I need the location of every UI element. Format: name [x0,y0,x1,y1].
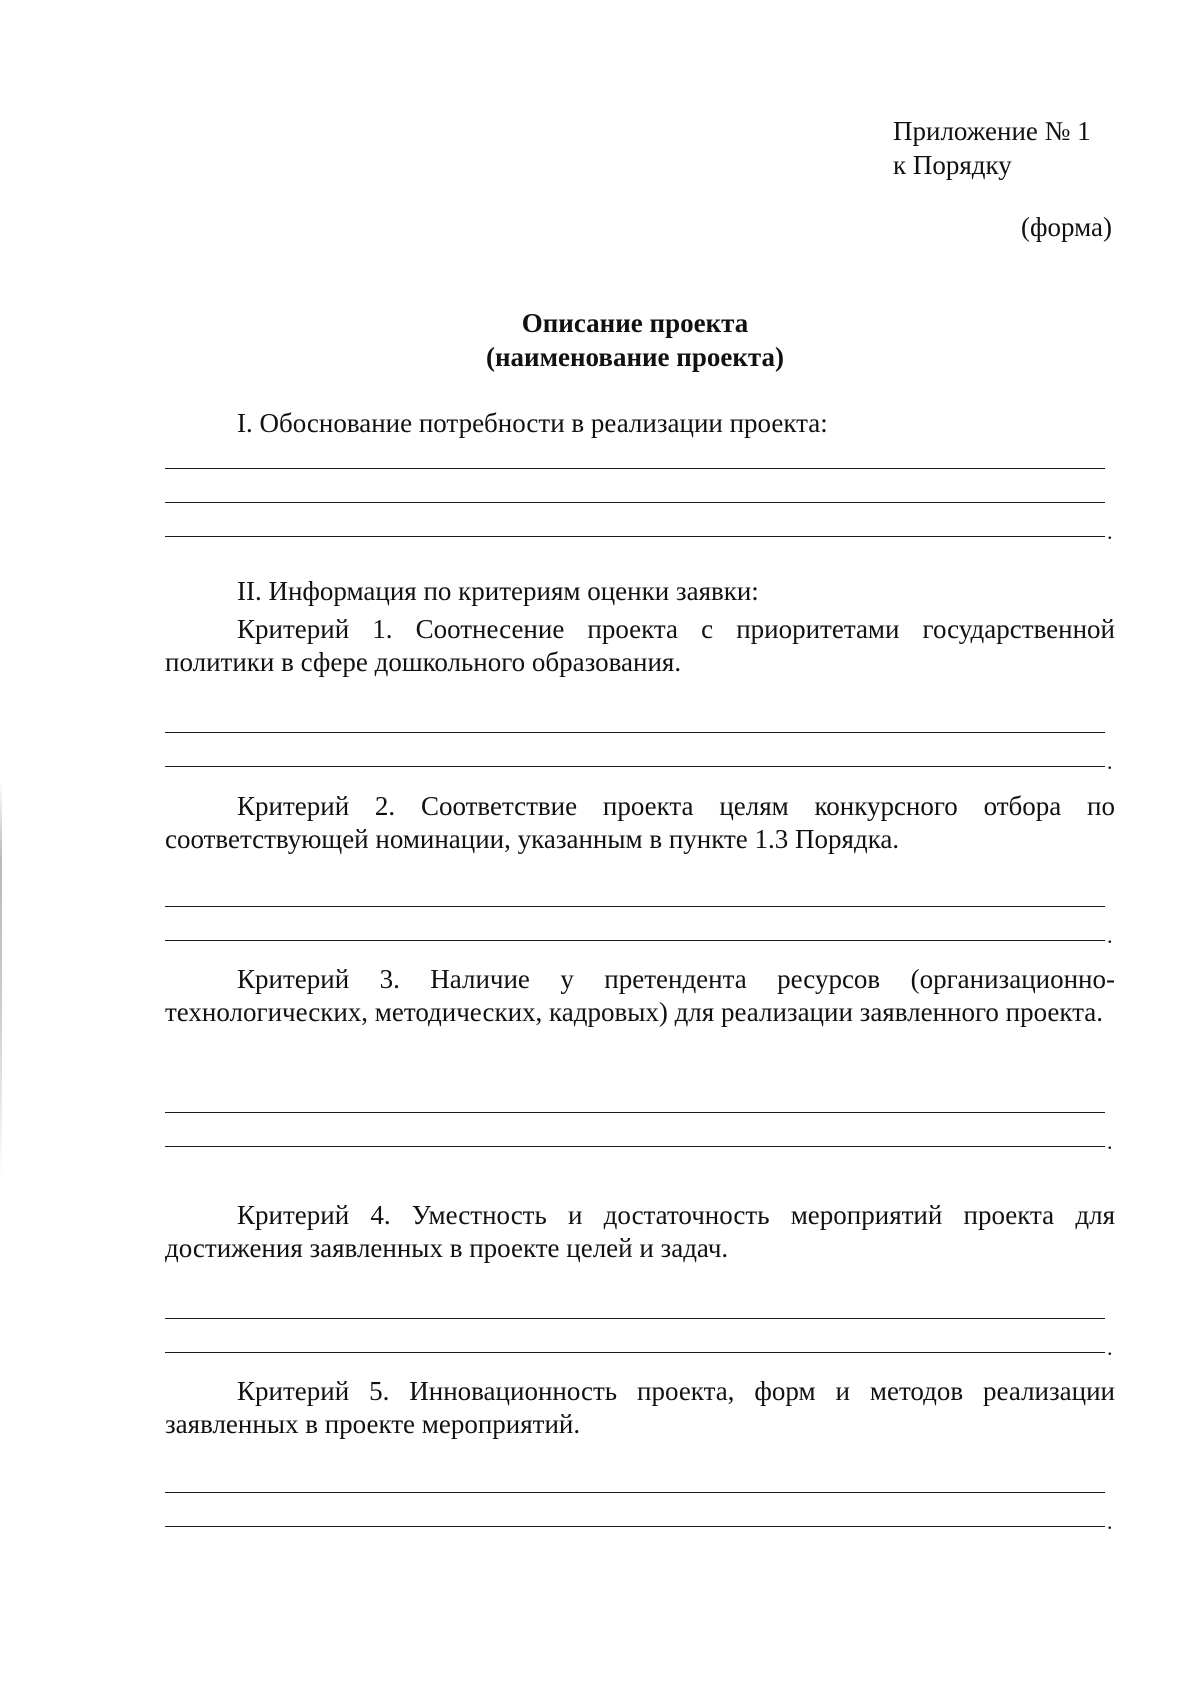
section-1-heading: I. Обоснование потребности в реализации проекта: [237,408,828,438]
line-end-period: . [1107,1509,1113,1534]
fill-line[interactable] [165,1318,1105,1319]
criterion-4-text: Критерий 4. Уместность и достаточность мероприятий проекта для достижения заявленных в проекте целей и задач. [165,1200,1115,1263]
line-end-period: . [1107,923,1113,948]
appendix-reference: к Порядку [893,150,1012,180]
fill-line[interactable] [165,1526,1105,1527]
line-end-period: . [1107,519,1113,544]
fill-line[interactable] [165,536,1105,537]
title-subtitle: (наименование проекта) [486,342,784,372]
line-end-period: . [1107,1129,1113,1154]
fill-line[interactable] [165,732,1105,733]
fill-line[interactable] [165,468,1105,469]
criterion-3-text: Критерий 3. Наличие у претендента ресурсов (организационно-технологических, методических, кадровых) для реализации заявленного проекта. [165,964,1115,1027]
fill-line[interactable] [165,1146,1105,1147]
line-end-period: . [1107,749,1113,774]
section-2-heading: II. Информация по критериям оценки заявки: [237,576,759,606]
title-main: Описание проекта [521,308,749,338]
fill-line[interactable] [165,906,1105,907]
document-title [0,306,1200,374]
criterion-5-text: Критерий 5. Инновационность проекта, форм и методов реализации заявленных в проекте мероприятий. [165,1376,1115,1439]
criterion-1-text: Критерий 1. Соотнесение проекта с приоритетами государственной политики в сфере дошкольного образования. [165,614,1115,677]
fill-line[interactable] [165,1492,1105,1493]
fill-line[interactable] [165,1352,1105,1353]
fill-line[interactable] [165,502,1105,503]
appendix-number: Приложение № 1 [893,116,1091,146]
fill-line[interactable] [165,766,1105,767]
scan-edge-artifact [0,780,2,1180]
criterion-2-text: Критерий 2. Соответствие проекта целям конкурсного отбора по соответствующей номинации, указанным в пункте 1.3 Порядка. [165,791,1115,854]
line-end-period: . [1107,1335,1113,1360]
fill-line[interactable] [165,940,1105,941]
appendix-header [893,114,1091,182]
fill-line[interactable] [165,1112,1105,1113]
form-note: (форма) [1021,212,1112,242]
